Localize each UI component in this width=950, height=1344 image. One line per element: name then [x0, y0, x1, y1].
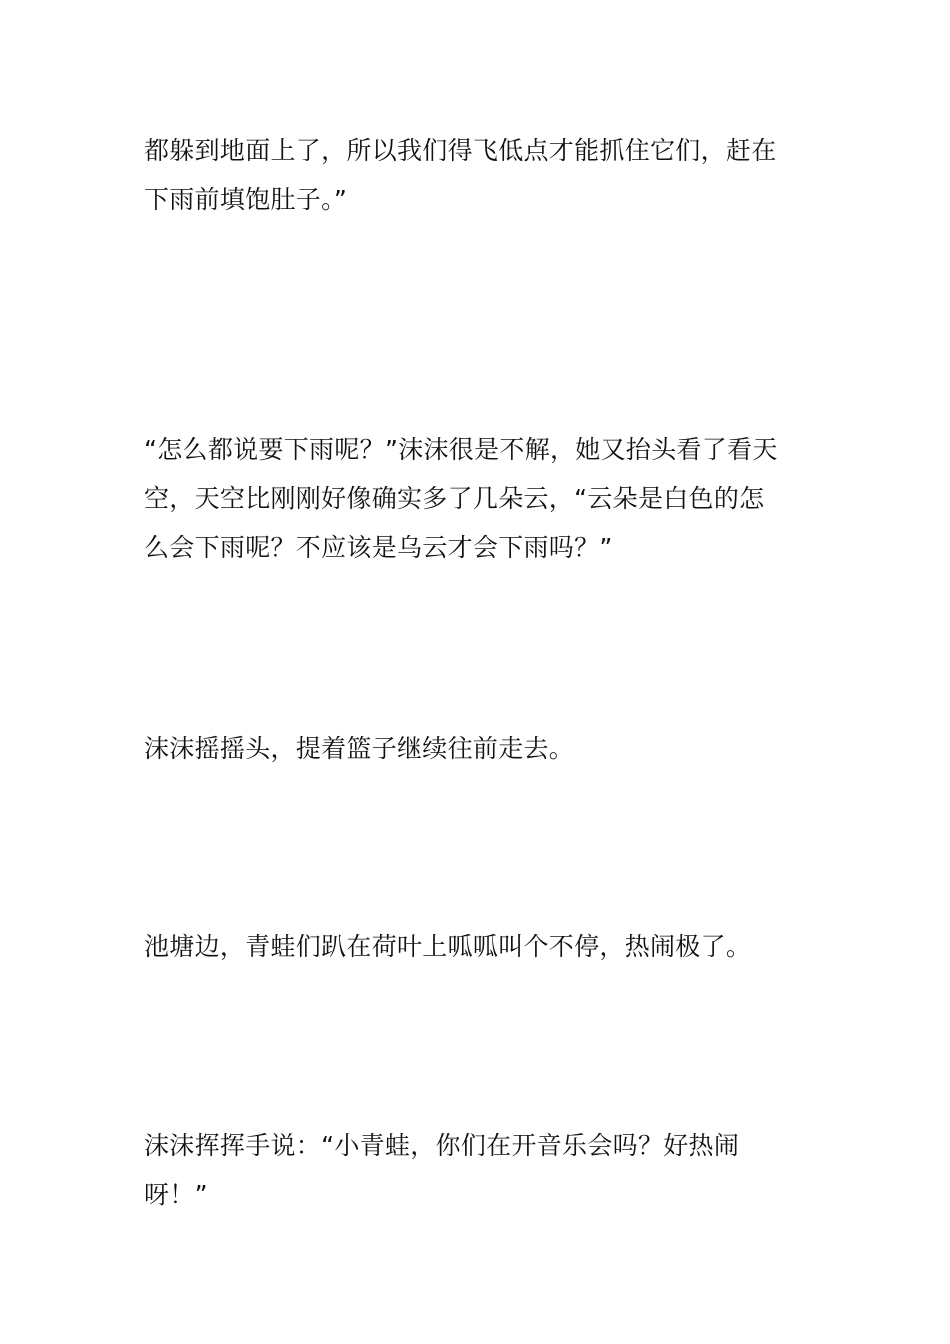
- paragraph-line: 呀！”: [144, 1180, 208, 1209]
- story-paragraph: [144, 425, 808, 572]
- paragraph-line: 沫沫挥挥手说：“小青蛙，你们在开音乐会吗？好热闹: [144, 1131, 740, 1160]
- paragraph-line: 空，天空比刚刚好像确实多了几朵云，“云朵是白色的怎: [144, 484, 765, 513]
- paragraph-line: “怎么都说要下雨呢？”沫沫很是不解，她又抬头看了看天: [144, 435, 778, 464]
- story-paragraph: [144, 126, 808, 224]
- story-paragraph: [144, 724, 808, 773]
- story-paragraph: [144, 1121, 808, 1219]
- story-paragraph: [144, 922, 808, 971]
- paragraph-line: 沫沫摇摇头，提着篮子继续往前走去。: [144, 734, 575, 763]
- paragraph-line: 都躲到地面上了，所以我们得飞低点才能抓住它们，赶在: [144, 136, 777, 165]
- paragraph-line: 么会下雨呢？不应该是乌云才会下雨吗？”: [144, 533, 613, 562]
- paragraph-line: 池塘边，青蛙们趴在荷叶上呱呱叫个不停，热闹极了。: [144, 932, 752, 961]
- paragraph-line: 下雨前填饱肚子。”: [144, 185, 348, 214]
